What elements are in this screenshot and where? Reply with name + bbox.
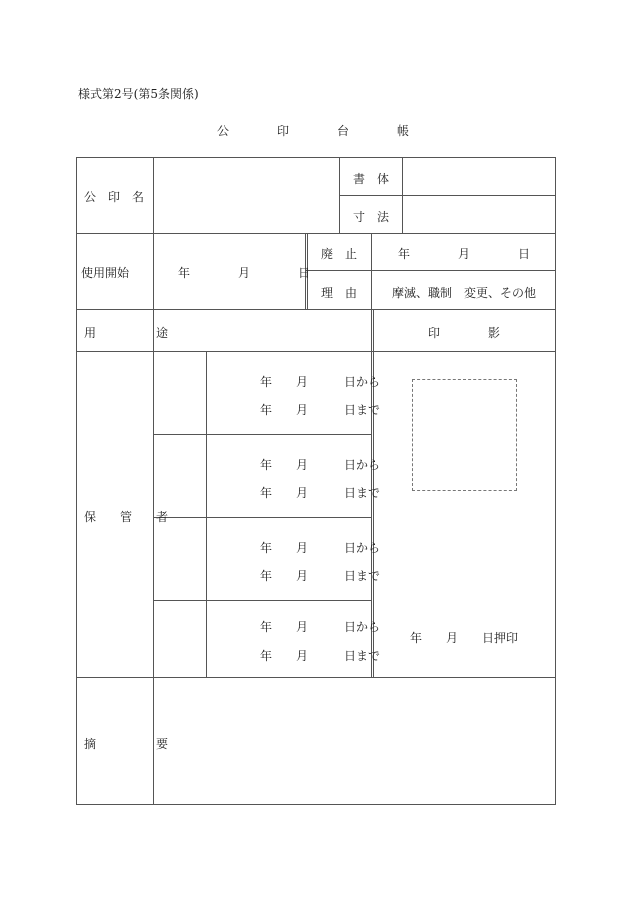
- form-reference: 様式第2号(第5条関係): [78, 87, 199, 101]
- period-2-to: 年 月 日まで: [260, 486, 381, 500]
- seal-imprint-box: [412, 379, 517, 491]
- period-2-from: 年 月 日から: [260, 458, 381, 472]
- abolition-date: 年 月 日: [397, 247, 531, 261]
- period-4-to: 年 月 日まで: [260, 649, 381, 663]
- imprint-label: 印 影: [427, 326, 501, 340]
- stamp-date: 年 月 日押印: [409, 631, 519, 645]
- period-1-to: 年 月 日まで: [260, 403, 381, 417]
- document-title: 公 印 台 帳: [216, 124, 410, 138]
- abolition-label: 廃 止: [320, 247, 358, 261]
- dimensions-label: 寸 法: [352, 210, 390, 224]
- period-4-from: 年 月 日から: [260, 620, 381, 634]
- purpose-label: 用 途: [84, 326, 169, 340]
- usage-start-date: 年 月 日: [178, 266, 311, 280]
- period-3-from: 年 月 日から: [260, 541, 381, 555]
- reason-label: 理 由: [320, 286, 358, 300]
- seal-name-label: 公 印 名: [84, 190, 145, 204]
- usage-start-label: 使用開始: [81, 266, 130, 280]
- period-3-to: 年 月 日まで: [260, 569, 381, 583]
- reason-text: 摩滅、職制 変更、その他: [391, 286, 537, 300]
- summary-label: 摘 要: [84, 737, 169, 751]
- period-1-from: 年 月 日から: [260, 375, 381, 389]
- font-style-label: 書 体: [352, 172, 390, 186]
- custodian-label: 保 管 者: [84, 510, 169, 524]
